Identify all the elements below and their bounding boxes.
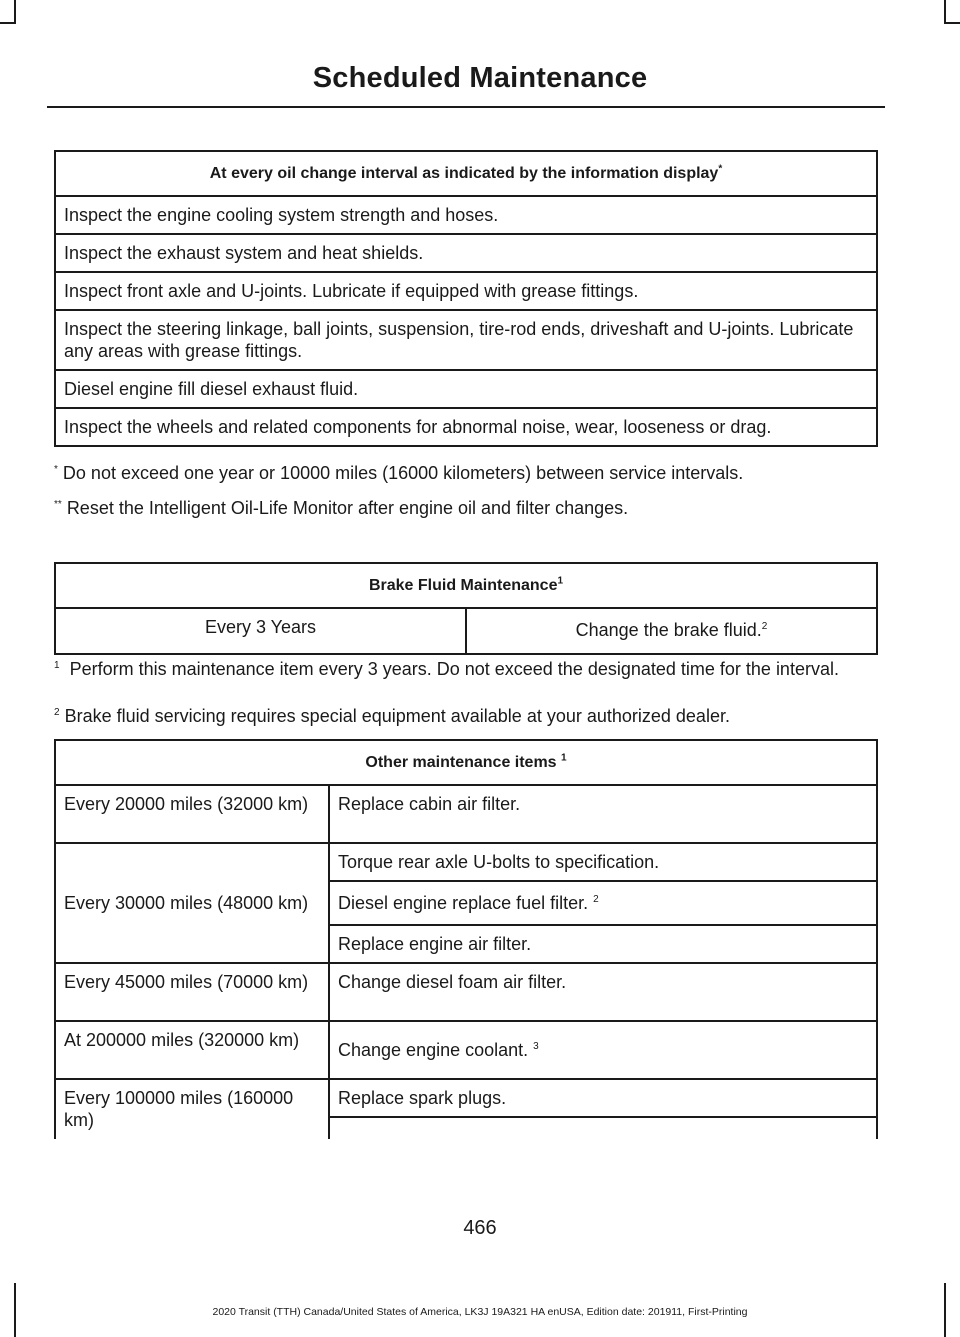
footnote: * Do not exceed one year or 10000 miles (16000 kilometers) between service intervals. xyxy=(54,463,744,483)
crop-mark xyxy=(14,0,16,22)
table-heading: Other maintenance items $^1$ xyxy=(55,740,877,785)
table-row: Inspect front axle and U-joints. Lubricate if equipped with grease fittings. xyxy=(55,272,877,310)
action-cell: Replace engine air filter. xyxy=(329,925,877,963)
crop-mark xyxy=(944,22,960,24)
interval-cell: Every 30000 miles (48000 km) xyxy=(55,843,329,963)
interval-cell: At 200000 miles (320000 km) xyxy=(55,1021,329,1079)
action-cell: Change engine coolant. $^3$ xyxy=(329,1021,877,1079)
brake-fluid-table xyxy=(54,562,878,655)
action-cell: Replace cabin air filter. xyxy=(329,785,877,843)
crop-mark xyxy=(944,0,946,22)
action-cell: Replace spark plugs. xyxy=(329,1079,877,1117)
table-heading: At every oil change interval as indicated by the information display* xyxy=(55,151,877,196)
page-footer: 2020 Transit (TTH) Canada/United States of America, LK3J 19A321 HA enUSA, Edition date: 201911, First-Printing xyxy=(212,1306,748,1318)
action-cell: Diesel engine replace fuel filter. $^2$ xyxy=(329,881,877,925)
footnote: $^2$ Brake fluid servicing requires special equipment available at your authorized dealer. xyxy=(54,706,730,726)
action-cell xyxy=(329,1117,877,1139)
other-maintenance-table xyxy=(54,739,878,1139)
crop-mark xyxy=(0,22,16,24)
interval-cell: Every 45000 miles (70000 km) xyxy=(55,963,329,1021)
title-divider xyxy=(47,106,885,108)
table-row: Diesel engine fill diesel exhaust fluid. xyxy=(55,370,877,408)
table-row: Inspect the engine cooling system strength and hoses. xyxy=(55,196,877,234)
table-row: Inspect the exhaust system and heat shields. xyxy=(55,234,877,272)
page-number: 466 xyxy=(463,1217,497,1239)
footnote: $^1$ Perform this maintenance item every 3 years. Do not exceed the designated time for the interval. xyxy=(54,659,839,679)
page-title: Scheduled Maintenance xyxy=(312,62,648,94)
action-cell: Change diesel foam air filter. xyxy=(329,963,877,1021)
footnote: ** Reset the Intelligent Oil-Life Monitor after engine oil and filter changes. xyxy=(54,498,629,518)
interval-cell: Every 100000 miles (160000 km) xyxy=(55,1079,329,1139)
action-cell: Change the brake fluid.$^2$ xyxy=(466,608,877,654)
table-heading: Brake Fluid Maintenance$^1$ xyxy=(55,563,877,608)
interval-cell: Every 3 Years xyxy=(55,608,466,654)
table-row: Inspect the wheels and related components for abnormal noise, wear, looseness or drag. xyxy=(55,408,877,446)
table-row: Inspect the steering linkage, ball joints, suspension, tire-rod ends, driveshaft and U-joints. Lubricate any areas with grease fittings. xyxy=(55,310,877,370)
oil-change-table xyxy=(54,150,878,447)
action-cell: Torque rear axle U-bolts to specification. xyxy=(329,843,877,881)
interval-cell: Every 20000 miles (32000 km) xyxy=(55,785,329,843)
